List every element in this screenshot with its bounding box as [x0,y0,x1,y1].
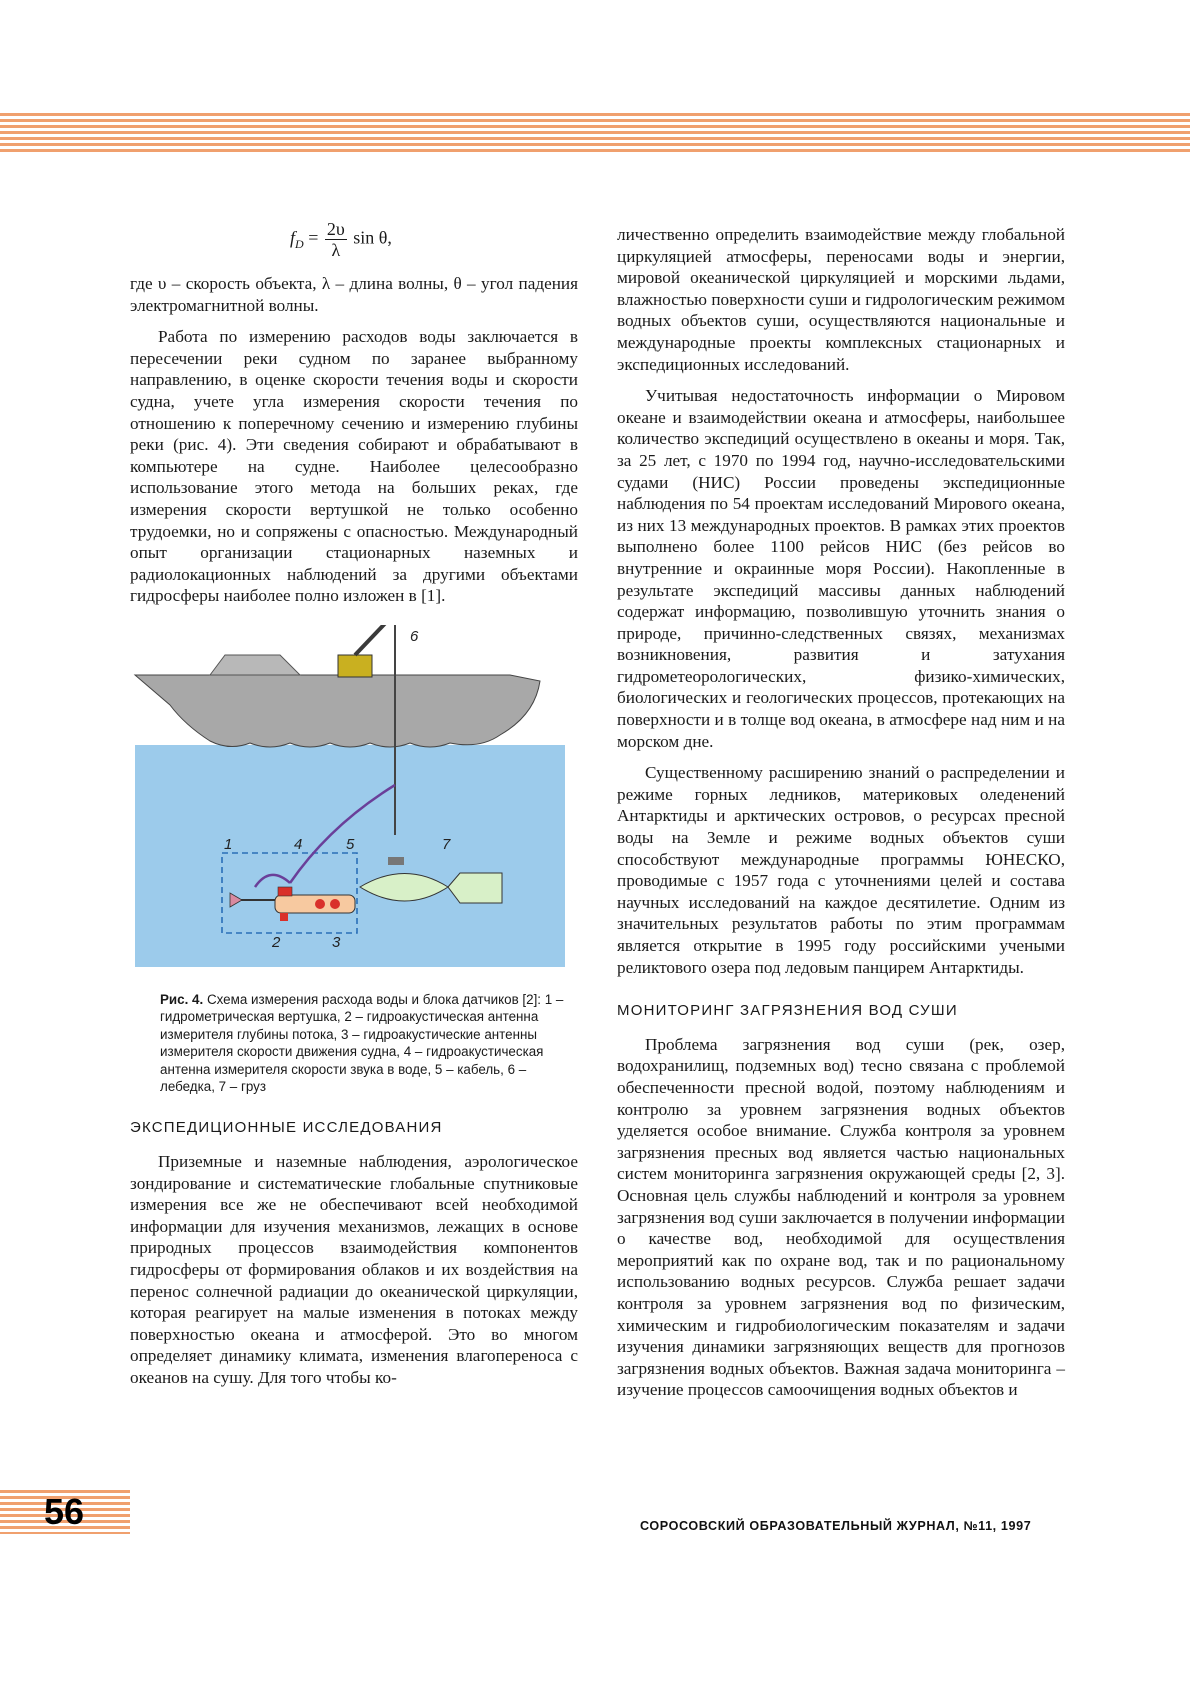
page-number: 56 [44,1491,85,1532]
ship-cabin [210,655,300,675]
paragraph-expeditions: Приземные и наземные наблюдения, аэрологическое зондирование и систематические глобальные спутниковые измерения все же не обеспечивают всей необходимой информации для изучения механизмов, лежащих в основе природных процессов взаимодействия компонентов гидросферы от формирования облаков и их воздействия на перенос солнечной радиации до океанической циркуляции, которая реагирует на малые изменения в потоках между поверхностью океана и атмосферой. Это во многом определяет динамику климата, изменения влагопереноса с океанов на сушу. Для того чтобы ко- [130,1151,578,1387]
fig-label-5: 5 [346,835,355,853]
doppler-formula [130,215,578,265]
antenna-3a [315,899,325,909]
weight-tail [448,873,502,903]
fig-label-6: 6 [410,627,419,645]
right-column [617,224,1065,1401]
journal-footer: СОРОСОВСКИЙ ОБРАЗОВАТЕЛЬНЫЙ ЖУРНАЛ, №11, 1997 [640,1519,1032,1533]
formula-numerator: 2υ [326,219,345,239]
antenna-2 [280,913,288,921]
paragraph-water-discharge: Работа по измерению расходов воды заключается в пересечении реки судном по заранее выбранному направлению, в оценке скорости течения воды и скорости судна, учете угла измерения скорости течения по отношению к поперечному сечению и измерению глубины реки (рис. 4). Эти сведения собирают и обрабатывают в компьютере на судне. Наиболее целесообразно использование этого метода на больших реках, где измерения скорости вертушкой не только особенно трудоемки, но и сопряжены с опасностью. Международный опыт организации стационарных наземных и радиолокационных наблюдений за другими объектами гидросферы наиболее полно изложен в [1]. [130,327,578,606]
weight-hook [388,857,404,865]
figure-4 [130,625,578,985]
formula-eq: = [303,227,323,248]
figure-caption [130,991,578,1095]
crane-arm [355,625,395,655]
formula-rhs: sin θ, [353,227,392,248]
fig-label-4: 4 [294,835,303,853]
antenna-3b [330,899,340,909]
paragraph-ocean-expeditions: Учитывая недостаточность информации о Мировом океане и взаимодействии океана и атмосферы, наибольшее количество экспедиций осуществлено в океаны и моря. Так, за 25 лет, с 1970 по 1994 год, научно-исследовательскими судами (НИС) России проведены экспедиционные наблюдения по 54 проектам исследований Мирового океана, из них 13 международных проектов. В рамках этих проектов выполнено более 1100 рейсов НИС (без рейсов во внутренние и окраинные моря России). Накопленные в результате экспедиций массивы данных наблюдений содержат информацию, позволившую уточнить знания о природе, причинно-следственных связях, механизмах возникновения, развития и затухания гидрометеорологических, физико-химических, биологических и геологических процессов, протекающих на поверхности и в толще вод океана, в атмосфере над ним и на морском дне. [617,386,1065,751]
header-stripe-band [0,113,1190,155]
fig-label-7: 7 [442,835,451,853]
section-title-monitoring: МОНИТОРИНГ ЗАГРЯЗНЕНИЯ ВОД СУШИ [617,1002,958,1020]
figure-4-diagram [130,625,578,985]
formula-lhs: f [290,227,296,248]
section-title-expeditions: ЭКСПЕДИЦИОННЫЕ ИССЛЕДОВАНИЯ [130,1119,443,1137]
caption-label: Рис. 4. [160,991,204,1007]
paragraph-glaciers: Существенному расширению знаний о распределении и режиме горных ледников, материковых оледенений Антарктиды и арктических островов, о ресурсах пресной воды на Земле и режиме водных объектов суши способствуют международные программы ЮНЕСКО, проводимые с 1957 года с уточнениями целей и состава научных исследований на каждое десятилетие. Одним из значительных результатов работы по этим программам является открытие в 1995 году российскими учеными реликтового озера под ледовым панцирем Антарктиды. [617,763,1065,977]
ship-hull [135,675,540,747]
left-column [130,215,578,1388]
caption-text: Схема измерения расхода воды и блока датчиков [2]: 1 – гидрометрическая вертушка, 2 – гидроакустическая антенна измерителя глубины потока, 3 – гидроакустические антенны измерителя скорости движения судна, 4 – гидроакустическая антенна измерителя скорости звука в воде, 5 – кабель, 6 – лебедка, 7 – груз [160,991,564,1094]
fig-label-3: 3 [332,933,341,951]
fig-label-2: 2 [272,933,281,951]
winch-body [338,655,372,677]
paragraph-where: где υ – скорость объекта, λ – длина волны, θ – угол падения электромагнитной волны. [130,274,578,315]
paragraph-quantify: личественно определить взаимодействие между глобальной циркуляцией атмосферы, переносами воды и энергии, мировой океанической циркуляцией и морскими льдами, влажностью поверхности суши и гидрологическим режимом водных объектов суши, осуществляются национальные и международные проекты комплексных стационарных и экспедиционных исследований. [617,225,1065,374]
fig-label-1: 1 [224,835,233,853]
antenna-4 [278,887,292,896]
formula-denominator: λ [331,240,341,260]
formula-fraction [325,219,347,260]
formula-lhs-sub: D [295,237,304,252]
paragraph-pollution: Проблема загрязнения вод суши (рек, озер, водохранилищ, подземных вод) тесно связана с проблемой обеспеченности пресной водой, поэтому наблюдениям и контролю за уровнем загрязнения водных объектов уделяется особое внимание. Служба контроля за уровнем загрязнения пресных вод является частью национальных систем мониторинга загрязнения окружающей среды [2, 3]. Основная цель службы наблюдений и контроля за уровнем загрязнения вод суши заключается в получении информации о качестве вод, необходимой для осуществления мероприятий как по охране вод, так и по рациональному использованию водных ресурсов. Служба решает задачи контроля за уровнем загрязнения вод по физическим, химическим и гидробиологическим показателям и задачи изучения динамики загрязняющих веществ для прогнозов загрязнения водных объектов. Важная задача мониторинга – изучение процессов самоочищения водных объектов и [617,1034,1065,1400]
